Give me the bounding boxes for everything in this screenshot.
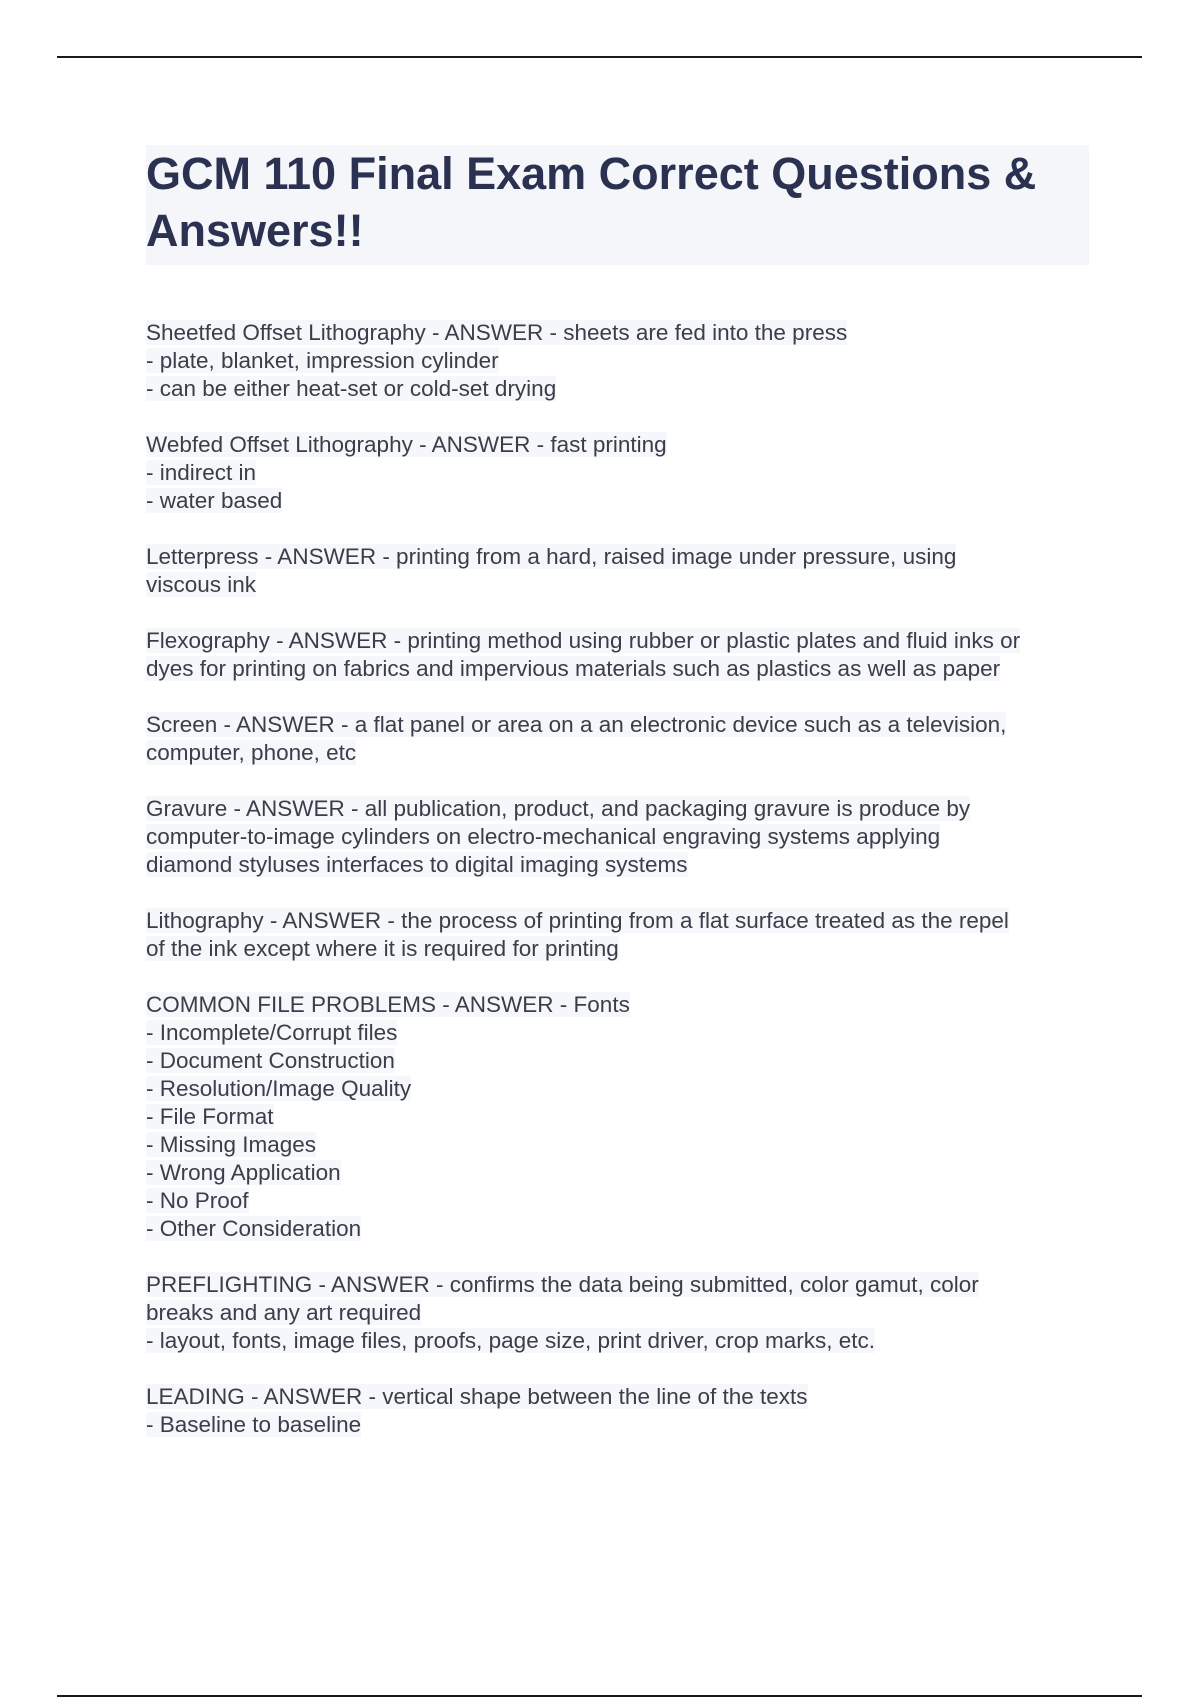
document-title: GCM 110 Final Exam Correct Questions & Answers!! [146, 145, 1089, 265]
qa-entry [146, 1271, 1089, 1355]
qa-entry-text: viscous ink [146, 572, 257, 597]
qa-entry-text: dyes for printing on fabrics and impervious materials such as plastics as well as paper [146, 656, 1001, 681]
qa-entry-text: - can be either heat-set or cold-set drying [146, 376, 557, 401]
qa-entry-line [146, 459, 1089, 487]
qa-entry-text: Sheetfed Offset Lithography - ANSWER - sheets are fed into the press [146, 320, 848, 345]
qa-entry [146, 711, 1089, 767]
qa-entry-text: Gravure - ANSWER - all publication, product, and packaging gravure is produce by [146, 796, 971, 821]
qa-entry-text: - File Format [146, 1104, 274, 1129]
qa-entry-text: - plate, blanket, impression cylinder [146, 348, 499, 373]
qa-entry [146, 795, 1089, 879]
qa-entry-line [146, 851, 1089, 879]
qa-entry-text: of the ink except where it is required for printing [146, 936, 619, 961]
qa-entry-heading [146, 431, 1089, 459]
qa-entry-heading [146, 907, 1089, 935]
qa-entry-text: - Document Construction [146, 1048, 395, 1073]
qa-entry-line [146, 1187, 1089, 1215]
qa-entry-text: Letterpress - ANSWER - printing from a hard, raised image under pressure, using [146, 544, 957, 569]
qa-entry-text: computer-to-image cylinders on electro-mechanical engraving systems applying [146, 824, 941, 849]
qa-entry-line [146, 1215, 1089, 1243]
qa-entry-heading [146, 543, 1089, 571]
qa-entry-line [146, 1047, 1089, 1075]
qa-entry-line [146, 1075, 1089, 1103]
qa-entry-line [146, 487, 1089, 515]
qa-entry [146, 1383, 1089, 1439]
qa-entry-line [146, 1159, 1089, 1187]
qa-entry-heading [146, 1271, 1089, 1299]
qa-entry-line [146, 1411, 1089, 1439]
qa-entry-heading [146, 991, 1089, 1019]
qa-entry-text: LEADING - ANSWER - vertical shape between the line of the texts [146, 1384, 808, 1409]
qa-entry-text: diamond styluses interfaces to digital imaging systems [146, 852, 688, 877]
qa-entry-heading [146, 319, 1089, 347]
qa-entry-line [146, 655, 1089, 683]
qa-entry-line [146, 1019, 1089, 1047]
qa-entry-line [146, 347, 1089, 375]
qa-entry [146, 319, 1089, 403]
qa-entry-text: - No Proof [146, 1188, 249, 1213]
qa-entry-line [146, 823, 1089, 851]
qa-entry-text: - Incomplete/Corrupt files [146, 1020, 398, 1045]
qa-entry-text: - Other Consideration [146, 1216, 362, 1241]
qa-entry [146, 907, 1089, 963]
bottom-rule [57, 1695, 1142, 1697]
qa-entry-line [146, 739, 1089, 767]
qa-entry-line [146, 1131, 1089, 1159]
qa-entry-line [146, 375, 1089, 403]
qa-entry-line [146, 1299, 1089, 1327]
qa-entry-text: COMMON FILE PROBLEMS - ANSWER - Fonts [146, 992, 630, 1017]
qa-entry-text: computer, phone, etc [146, 740, 357, 765]
qa-entry [146, 431, 1089, 515]
qa-entry-text: Lithography - ANSWER - the process of printing from a flat surface treated as the repel [146, 908, 1009, 933]
document-body [146, 145, 1089, 1467]
qa-entry-heading [146, 711, 1089, 739]
qa-entry-text: Webfed Offset Lithography - ANSWER - fast printing [146, 432, 667, 457]
qa-entry-text: - indirect in [146, 460, 257, 485]
qa-entry-heading [146, 795, 1089, 823]
qa-entry-line [146, 1103, 1089, 1131]
qa-entry-text: - layout, fonts, image files, proofs, page size, print driver, crop marks, etc. [146, 1328, 876, 1353]
qa-entry-text: - Missing Images [146, 1132, 317, 1157]
qa-entry-heading [146, 1383, 1089, 1411]
qa-entry-heading [146, 627, 1089, 655]
qa-entry-text: - Baseline to baseline [146, 1412, 362, 1437]
qa-entry-text: Flexography - ANSWER - printing method using rubber or plastic plates and fluid inks or [146, 628, 1021, 653]
qa-entry-line [146, 571, 1089, 599]
qa-entry-text: PREFLIGHTING - ANSWER - confirms the data being submitted, color gamut, color [146, 1272, 979, 1297]
qa-entries [146, 319, 1089, 1439]
qa-entry-line [146, 935, 1089, 963]
qa-entry [146, 991, 1089, 1243]
qa-entry-text: - water based [146, 488, 283, 513]
qa-entry-text: breaks and any art required [146, 1300, 422, 1325]
qa-entry-line [146, 1327, 1089, 1355]
top-rule [57, 56, 1142, 58]
qa-entry [146, 543, 1089, 599]
qa-entry-text: - Resolution/Image Quality [146, 1076, 412, 1101]
qa-entry-text: Screen - ANSWER - a flat panel or area on a an electronic device such as a television, [146, 712, 1007, 737]
qa-entry [146, 627, 1089, 683]
qa-entry-text: - Wrong Application [146, 1160, 341, 1185]
